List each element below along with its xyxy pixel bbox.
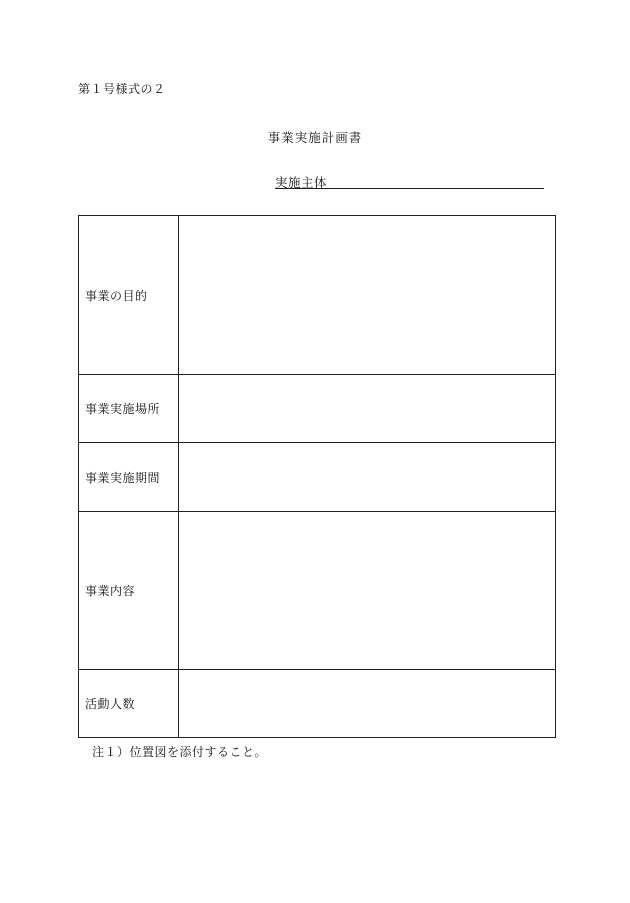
form-number: 第１号様式の２	[78, 82, 166, 96]
place-value-cell[interactable]	[179, 375, 556, 443]
period-value-cell[interactable]	[179, 443, 556, 512]
table-row-period	[79, 443, 556, 512]
purpose-label: 事業の目的	[79, 216, 179, 375]
attachment-note: 注１）位置図を添付すること。	[92, 745, 268, 759]
table-row-content	[79, 512, 556, 670]
implementer-field[interactable]	[275, 173, 544, 189]
content-label: 事業内容	[79, 512, 179, 670]
implementer-label: 実施主体	[275, 175, 328, 190]
content-value-cell[interactable]	[179, 512, 556, 670]
place-label: 事業実施場所	[79, 375, 179, 443]
purpose-value-cell[interactable]	[179, 216, 556, 375]
people-label: 活動人数	[79, 670, 179, 738]
table-row-purpose	[79, 216, 556, 375]
period-label: 事業実施期間	[79, 443, 179, 512]
table-row-place	[79, 375, 556, 443]
people-value-cell[interactable]	[179, 670, 556, 738]
plan-table	[78, 215, 556, 738]
table-row-people	[79, 670, 556, 738]
document-title: 事業実施計画書	[267, 130, 363, 145]
